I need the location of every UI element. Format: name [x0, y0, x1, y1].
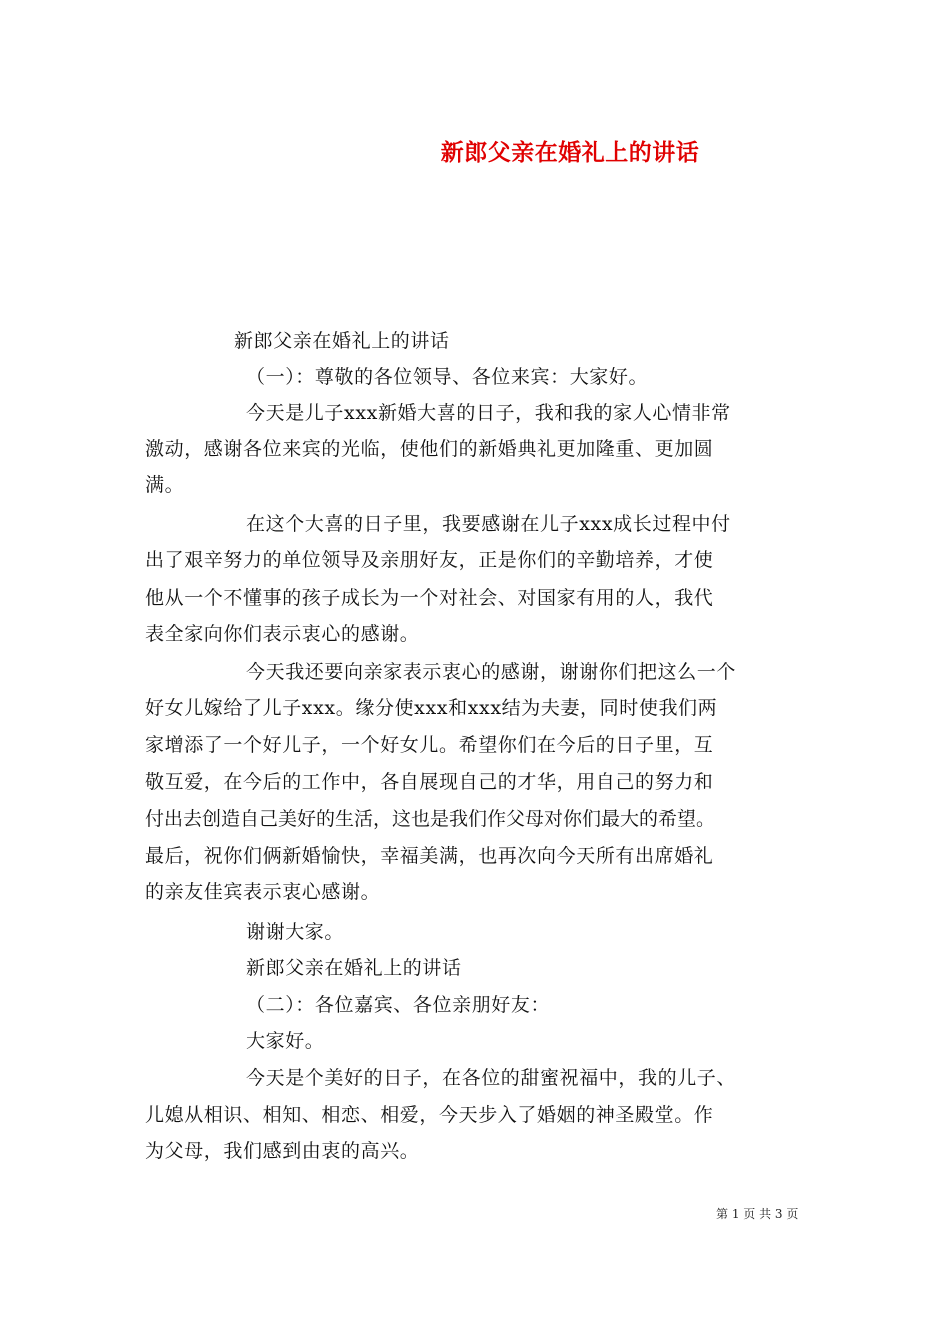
- document-title: 新郎父亲在婚礼上的讲话: [440, 139, 700, 166]
- body-line: 儿媳从相识、相知、相恋、相爱，今天步入了婚姻的神圣殿堂。作: [145, 1104, 714, 1126]
- body-line: 付出去创造自己美好的生活，这也是我们作父母对你们最大的希望。: [145, 808, 716, 830]
- body-line: 在这个大喜的日子里，我要感谢在儿子xxx成长过程中付: [246, 513, 731, 535]
- body-line: 家增添了一个好儿子，一个好女儿。希望你们在今后的日子里，互: [145, 734, 714, 756]
- body-line: 激动，感谢各位来宾的光临，使他们的新婚典礼更加隆重、更加圆: [145, 438, 714, 460]
- body-line: 大家好。: [246, 1030, 325, 1052]
- body-line: 新郎父亲在婚礼上的讲话: [234, 330, 450, 352]
- page-number: 第 1 页 共 3 页: [716, 1207, 799, 1221]
- body-line: 为父母，我们感到由衷的高兴。: [145, 1140, 420, 1162]
- body-line: 谢谢大家。: [246, 921, 345, 943]
- body-line: 最后，祝你们俩新婚愉快，幸福美满，也再次向今天所有出席婚礼: [145, 845, 714, 867]
- body-line: 今天是儿子xxx新婚大喜的日子，我和我的家人心情非常: [246, 402, 731, 424]
- body-line: 出了艰辛努力的单位领导及亲朋好友，正是你们的辛勤培养，才使: [145, 549, 714, 571]
- body-line: 满。: [145, 474, 185, 496]
- body-line: 好女儿嫁给了儿子xxx。缘分使xxx和xxx结为夫妻，同时使我们两: [145, 697, 718, 719]
- body-line: 表全家向你们表示衷心的感谢。: [145, 623, 420, 645]
- body-line: 新郎父亲在婚礼上的讲话: [246, 957, 462, 979]
- body-line: （二）：各位嘉宾、各位亲朋好友：: [246, 994, 551, 1016]
- body-line: 今天我还要向亲家表示衷心的感谢，谢谢你们把这么一个: [246, 661, 737, 683]
- body-line: 今天是个美好的日子，在各位的甜蜜祝福中，我的儿子、: [246, 1067, 737, 1089]
- body-line: （一）：尊敬的各位领导、各位来宾：大家好。: [246, 366, 649, 388]
- body-line: 他从一个不懂事的孩子成长为一个对社会、对国家有用的人，我代: [145, 587, 714, 609]
- body-line: 的亲友佳宾表示衷心感谢。: [145, 881, 381, 903]
- body-line: 敬互爱，在今后的工作中，各自展现自己的才华，用自己的努力和: [145, 771, 714, 793]
